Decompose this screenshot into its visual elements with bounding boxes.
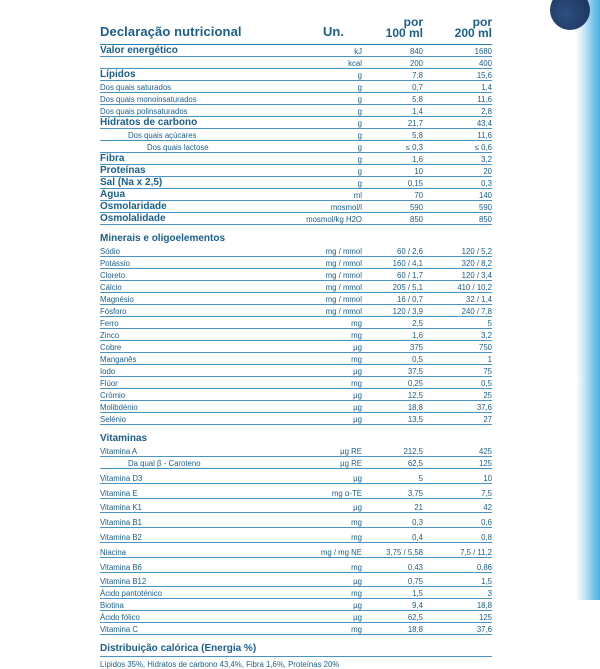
value-200ml: 20 (483, 167, 492, 176)
value-100ml: 16 / 0,7 (396, 295, 423, 304)
nutrient-name: Crómio (100, 391, 126, 400)
nutrient-name: Dos quais monoinsaturados (100, 95, 197, 104)
table-row (100, 573, 492, 588)
value-200ml: 590 (478, 203, 492, 212)
unit-cell: g (357, 179, 362, 188)
unit-cell: g (357, 83, 362, 92)
unit-cell: g (357, 107, 362, 116)
value-100ml: 3,75 / 5,58 (386, 547, 423, 557)
per-100ml-header: por 100 ml (385, 15, 423, 40)
value-200ml: 1,5 (481, 577, 492, 587)
table-row (100, 281, 492, 293)
table-row (100, 165, 492, 177)
nutrient-name: Osmolaridade (100, 201, 167, 212)
value-200ml: 18,8 (476, 601, 492, 611)
value-200ml: 1680 (474, 47, 492, 56)
value-100ml: 60 / 2,6 (396, 247, 423, 256)
value-100ml: 7,8 (412, 71, 423, 80)
value-100ml: 70 (414, 191, 423, 200)
unit-cell: mg (351, 562, 362, 572)
value-200ml: 120 / 3,4 (461, 271, 492, 280)
table-row (100, 213, 492, 225)
value-100ml: 1,6 (412, 331, 423, 340)
value-200ml: 32 / 1,4 (465, 295, 492, 304)
value-100ml: 5,8 (412, 95, 423, 104)
unit-cell: ml (353, 191, 362, 200)
value-100ml: 0,25 (407, 379, 423, 388)
nutrient-name: Selénio (100, 415, 127, 424)
nutrient-name: Vitamina K1 (100, 503, 142, 513)
table-row (100, 484, 492, 499)
table-row (100, 45, 492, 57)
value-200ml: 75 (483, 367, 492, 376)
value-100ml: 0,4 (412, 532, 423, 542)
nutrient-name: Flúor (100, 379, 118, 388)
value-200ml: 140 (478, 191, 492, 200)
value-100ml: 200 (409, 59, 423, 68)
unit-cell: µg (353, 577, 362, 587)
nutrient-name: Vitamina B12 (100, 577, 147, 587)
value-200ml: 25 (483, 391, 492, 400)
nutrient-name: Dos quais lactose (147, 143, 209, 152)
value-200ml: 37,6 (476, 403, 492, 412)
nutrient-name: Vitamina C (100, 625, 138, 635)
nutrient-name: Manganês (100, 355, 137, 364)
unit-cell: g (357, 119, 362, 128)
value-200ml: 15,6 (476, 71, 492, 80)
value-100ml: 13,5 (407, 415, 423, 424)
table-row (100, 413, 492, 425)
value-200ml: 7,5 / 11,2 (460, 547, 492, 557)
unit-cell: mg / mmol (325, 283, 362, 292)
table-row (100, 105, 492, 117)
unit-cell: g (357, 167, 362, 176)
table-row (100, 329, 492, 341)
value-200ml: 850 (478, 215, 492, 224)
value-100ml: 3,75 (407, 488, 423, 498)
value-100ml: 0,43 (407, 562, 423, 572)
value-100ml: 62,5 (407, 613, 423, 623)
nutrient-name: Zinco (100, 331, 120, 340)
value-200ml: 125 (478, 459, 492, 468)
value-100ml: 0,5 (412, 355, 423, 364)
nutrient-name: Magnésio (100, 295, 134, 304)
value-200ml: 3,2 (481, 155, 492, 164)
unit-cell: mg / mmol (325, 295, 362, 304)
value-200ml: 1,4 (481, 83, 492, 92)
value-200ml: 7,5 (481, 488, 492, 498)
value-100ml: 0,3 (412, 518, 423, 528)
table-row (100, 129, 492, 141)
value-100ml: ≤ 0,3 (405, 143, 423, 152)
nutrient-rows (100, 45, 492, 225)
value-200ml: 0,3 (481, 179, 492, 188)
value-200ml: 27 (483, 415, 492, 424)
table-row (100, 153, 492, 165)
unit-cell: mg (351, 532, 362, 542)
table-row (100, 611, 492, 623)
unit-cell: mg / mmol (325, 271, 362, 280)
nutrient-name: Vitamina A (100, 447, 138, 456)
nutrient-name: Lípidos (100, 69, 136, 80)
table-row (100, 623, 492, 635)
value-200ml: 2,8 (481, 107, 492, 116)
value-100ml: 1,5 (412, 589, 423, 599)
table-row (100, 445, 492, 457)
value-100ml: 840 (409, 47, 423, 56)
nutrient-name: Dos quais saturados (100, 83, 172, 92)
value-100ml: 21 (414, 503, 423, 513)
nutrient-name: Dos quais polinsaturados (100, 107, 188, 116)
caloric-distribution-note: Lípidos 35%, Hidratos de carbono 43,4%, Fibra 1,6%, Proteínas 20% (100, 660, 340, 669)
value-100ml: 60 / 1,7 (396, 271, 423, 280)
nutrient-name: Niacina (100, 547, 127, 557)
unit-cell: µg (353, 415, 362, 424)
table-row (100, 177, 492, 189)
unit-cell: µg (353, 391, 362, 400)
nutrition-table (100, 15, 492, 669)
table-title: Declaração nutricional (100, 24, 242, 39)
value-100ml: 590 (409, 203, 423, 212)
unit-cell: mg / mmol (325, 307, 362, 316)
unit-cell: g (357, 143, 362, 152)
unit-cell: mg (351, 355, 362, 364)
value-100ml: 0,15 (407, 179, 423, 188)
value-200ml: 3 (487, 589, 492, 599)
value-100ml: 212,5 (403, 447, 423, 456)
unit-cell: mosmol/kg H2O (306, 215, 362, 224)
table-row (100, 401, 492, 413)
nutrient-name: Hidratos de carbono (100, 117, 198, 128)
mineral-rows (100, 245, 492, 425)
table-header (100, 15, 492, 45)
value-100ml: 2,5 (412, 319, 423, 328)
value-200ml: 125 (478, 613, 492, 623)
value-200ml: 43,4 (476, 119, 492, 128)
value-100ml: 9,4 (412, 601, 423, 611)
nutrient-name: Vitamina D3 (100, 473, 143, 483)
unit-cell: µg (353, 403, 362, 412)
minerals-section-title: Minerais e oligoelementos (100, 233, 226, 244)
nutrient-name: Vitamina E (100, 488, 138, 498)
table-row (100, 201, 492, 213)
value-200ml: 0,8 (481, 532, 492, 542)
table-row (100, 341, 492, 353)
table-row (100, 93, 492, 105)
unit-cell: µg (353, 367, 362, 376)
unit-cell: g (357, 71, 362, 80)
table-row (100, 599, 492, 611)
nutrient-name: Ácido fólico (100, 613, 140, 623)
table-row (100, 317, 492, 329)
nutrient-name: Fibra (100, 153, 125, 164)
nutrient-name: Fósforo (100, 307, 127, 316)
value-100ml: 10 (414, 167, 423, 176)
value-100ml: 5,8 (412, 131, 423, 140)
nutrient-name: Cobre (100, 343, 122, 352)
unit-cell: µg (353, 601, 362, 611)
value-200ml: 42 (483, 503, 492, 513)
nutrient-name: Potássio (100, 259, 130, 268)
value-200ml: 410 / 10,2 (457, 283, 492, 292)
value-200ml: 120 / 5,2 (461, 247, 492, 256)
value-100ml: 12,5 (407, 391, 423, 400)
table-row (100, 499, 492, 514)
table-row (100, 587, 492, 599)
nutrient-name: Água (100, 189, 125, 200)
nutrient-name: Da qual β - Caroteno (128, 459, 201, 468)
table-row (100, 269, 492, 281)
value-100ml: 0,75 (407, 577, 423, 587)
nutrient-name: Ácido pantoténico (100, 589, 162, 599)
unit-cell: µg (353, 473, 362, 483)
unit-cell: µg RE (340, 459, 362, 468)
value-100ml: 1,4 (412, 107, 423, 116)
nutrient-name: Cálcio (100, 283, 122, 292)
value-200ml: 400 (478, 59, 492, 68)
value-100ml: 850 (409, 215, 423, 224)
unit-cell: g (357, 155, 362, 164)
value-200ml: 0,6 (481, 518, 492, 528)
value-200ml: 0,5 (481, 379, 492, 388)
table-row (100, 189, 492, 201)
value-200ml: 11,6 (477, 95, 492, 104)
table-row (100, 245, 492, 257)
nutrient-name: Molibdénio (100, 403, 138, 412)
table-row (100, 117, 492, 129)
value-200ml: ≤ 0,6 (474, 143, 492, 152)
unit-cell: µg (353, 613, 362, 623)
nutrient-name: Valor energético (100, 45, 178, 56)
value-200ml: 1 (487, 355, 492, 364)
table-row (100, 469, 492, 484)
value-200ml: 0,86 (476, 562, 492, 572)
value-200ml: 240 / 7,8 (461, 307, 492, 316)
nutrient-name: Dos quais açúcares (128, 131, 197, 140)
vitamin-rows (100, 445, 492, 635)
decorative-edge (576, 0, 600, 600)
unit-cell: mg (351, 589, 362, 599)
nutrient-name: Cloreto (100, 271, 126, 280)
caloric-distribution-title: Distribuição calórica (Energia %) (100, 643, 492, 657)
table-row (100, 365, 492, 377)
value-100ml: 205 / 5,1 (392, 283, 423, 292)
units-header: Un. (323, 24, 344, 39)
value-100ml: 5 (418, 473, 423, 483)
table-row (100, 81, 492, 93)
unit-cell: mg / mmol (325, 247, 362, 256)
value-100ml: 1,6 (412, 155, 423, 164)
table-row (100, 305, 492, 317)
nutrient-name: Vitamina B2 (100, 532, 142, 542)
nutrient-name: Proteínas (100, 165, 146, 176)
table-row (100, 257, 492, 269)
table-row (100, 293, 492, 305)
value-100ml: 21,7 (407, 119, 423, 128)
unit-cell: mg (351, 331, 362, 340)
value-200ml: 11,6 (477, 131, 492, 140)
nutrient-name: Ferro (100, 319, 119, 328)
value-200ml: 37,6 (476, 625, 492, 635)
unit-cell: mg (351, 319, 362, 328)
table-row (100, 353, 492, 365)
per-200ml-header: por 200 ml (454, 15, 492, 40)
table-row (100, 389, 492, 401)
nutrient-name: Vitamina B6 (100, 562, 142, 572)
unit-cell: g (357, 131, 362, 140)
value-100ml: 375 (409, 343, 423, 352)
unit-cell: mg / mmol (325, 259, 362, 268)
value-100ml: 62,5 (407, 459, 423, 468)
unit-cell: mg / mg NE (320, 547, 362, 557)
unit-cell: kJ (354, 47, 362, 56)
table-row (100, 69, 492, 81)
table-row (100, 141, 492, 153)
table-row (100, 457, 492, 469)
unit-cell: mosmol/l (330, 203, 362, 212)
unit-cell: µg RE (340, 447, 362, 456)
table-row (100, 513, 492, 528)
value-100ml: 18,8 (407, 625, 423, 635)
table-row (100, 377, 492, 389)
nutrient-name: Iodo (100, 367, 116, 376)
nutrient-name: Vitamina B1 (100, 518, 142, 528)
unit-cell: kcal (348, 59, 362, 68)
nutrient-name: Sódio (100, 247, 120, 256)
nutrient-name: Osmolalidade (100, 213, 166, 224)
table-row (100, 558, 492, 573)
table-row (100, 57, 492, 69)
table-row (100, 543, 492, 558)
value-100ml: 37,5 (407, 367, 423, 376)
value-100ml: 0,7 (412, 83, 423, 92)
unit-cell: µg (353, 503, 362, 513)
value-200ml: 3,2 (481, 331, 492, 340)
vitamins-section-title: Vitaminas (100, 433, 148, 444)
value-200ml: 750 (478, 343, 492, 352)
value-100ml: 120 / 3,9 (392, 307, 423, 316)
nutrient-name: Sal (Na x 2,5) (100, 177, 163, 188)
nutrient-name: Biotina (100, 601, 124, 611)
unit-cell: mg α-TE (331, 488, 362, 498)
value-200ml: 425 (478, 447, 492, 456)
value-100ml: 160 / 4,1 (392, 259, 423, 268)
value-200ml: 320 / 8,2 (461, 259, 492, 268)
table-row (100, 528, 492, 543)
unit-cell: µg (353, 343, 362, 352)
unit-cell: mg (351, 518, 362, 528)
value-200ml: 10 (483, 473, 492, 483)
unit-cell: mg (351, 625, 362, 635)
value-100ml: 18,8 (407, 403, 423, 412)
unit-cell: g (357, 95, 362, 104)
unit-cell: mg (351, 379, 362, 388)
value-200ml: 5 (487, 319, 492, 328)
